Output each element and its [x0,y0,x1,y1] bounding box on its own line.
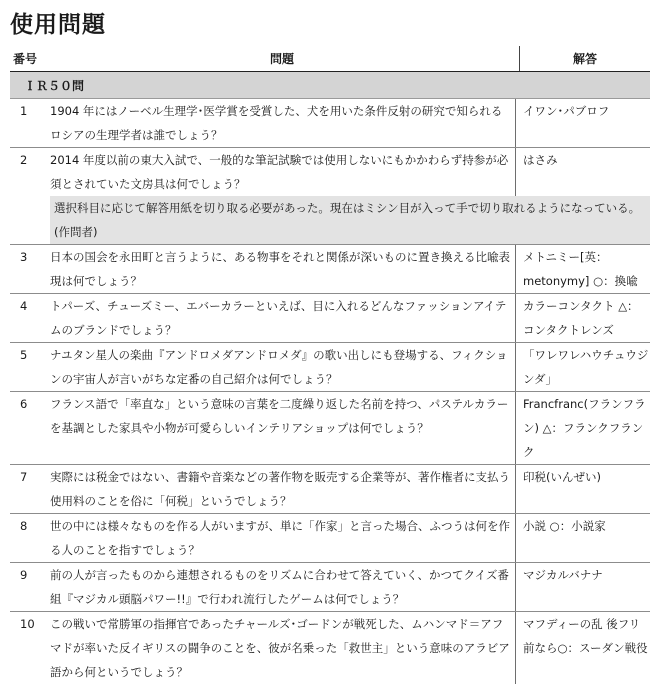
table-header [10,46,650,72]
table-row [10,514,650,563]
row-answer: 印税(いんぜい) [523,470,601,484]
row-question: トパーズ、チューズミー、エバーカラーといえば、目に入れるどんなファッションアイテムのブランドでしょう？ [50,294,516,342]
row-question: 日本の国会を永田町と言うように、ある物事をそれと関係が深いものに置き換える比喩表現は何でしょう？ [50,245,516,293]
row-question: 世の中には様々なものを作る人がいますが、単に「作家」と言った場合、ふつうは何を作る人のことを指すでしょう？ [50,514,516,562]
row-answer: メトニミー[英：metonymy] ○：換喩 [523,250,638,288]
table-row [10,612,650,684]
row-number: 4 [20,299,28,313]
row-question: 実際には税金ではない、書籍や音楽などの著作物を販売する企業等が、著作権者に支払う使用料のことを俗に「何税」というでしょう？ [50,465,516,513]
row-answer: はさみ [523,153,558,167]
page-title: 使用問題 [10,12,106,38]
section-heading: ＩＲ５０問 [10,72,650,99]
row-question: 1904 年にはノーベル生理学･医学賞を受賞した、犬を用いた条件反射の研究で知られるロシアの生理学者は誰でしょう？ [50,99,516,147]
row-question: フランス語で「率直な」という意味の言葉を二度繰り返した名前を持つ、パステルカラーを基調とした家具や小物が可愛らしいインテリアショップは何でしょう？ [50,392,516,464]
row-question: 前の人が言ったものから連想されるものをリズムに合わせて答えていく、かつてクイズ番組『マジカル頭脳パワー!!』で行われ流行したゲームは何でしょう？ [50,563,516,611]
row-number: 7 [20,470,28,484]
table-row [10,99,650,148]
row-answer: Francfranc(フランフラン) △：フランクフランク [523,397,646,459]
row-answer: イワン･パブロフ [523,104,610,118]
header-number: 番号 [13,52,38,66]
table-row [10,294,650,343]
row-number: 8 [20,519,28,533]
table-row [10,465,650,514]
table-row [10,148,650,196]
row-question: 2014 年度以前の東大入試で、一般的な筆記試験では使用しないにもかかわらず持参が必須とされていた文房具は何でしょう？ [50,148,516,196]
table-row [10,343,650,392]
row-number: 5 [20,348,28,362]
row-number: 9 [20,568,28,582]
header-question: 問題 [45,46,520,71]
table-row [10,392,650,465]
row-number: 3 [20,250,28,264]
row-answer: マフディーの乱 後フリ前なら○：スーダン戦役 [523,617,648,655]
row-number: 1 [20,104,28,118]
header-answer: 解答 [572,52,597,66]
row-answer: カラーコンタクト △：コンタクトレンズ [523,299,639,337]
row-number: 10 [20,617,35,631]
note-text: 選択科目に応じて解答用紙を切り取る必要があった。現在はミシン目が入って手で切り取れるようになっている。(作問者) [50,196,650,244]
table-row [10,245,650,294]
row-question: この戦いで常勝軍の指揮官であったチャールズ･ゴードンが戦死した、ムハンマド＝アフマドが率いた反イギリスの闘争のことを、彼が名乗った「救世主」という意味のアラビア語から何というでしょう？ [50,612,516,684]
row-number: 2 [20,153,28,167]
row-number: 6 [20,397,28,411]
row-answer: 小説 ○：小説家 [523,519,606,533]
row-answer: マジカルバナナ [523,568,603,582]
row-question: ナユタン星人の楽曲『アンドロメダアンドロメダ』の歌い出しにも登場する、フィクションの宇宙人が言いがちな定番の自己紹介は何でしょう？ [50,343,516,391]
table-row [10,563,650,612]
row-answer: 「ワレワレハウチュウジンダ」 [523,348,649,386]
question-table [10,46,650,684]
row-note [10,196,650,245]
